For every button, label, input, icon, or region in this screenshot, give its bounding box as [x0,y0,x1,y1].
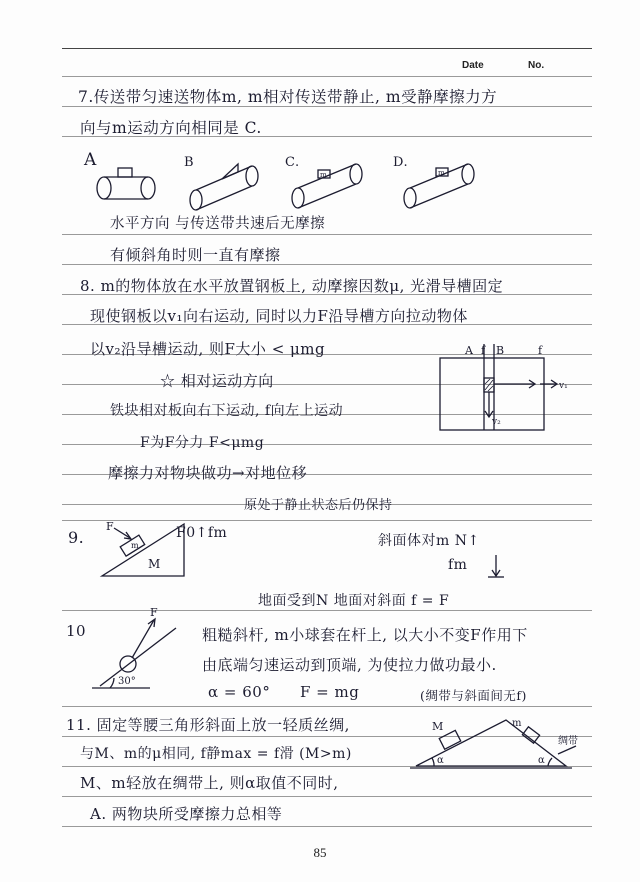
q7-line1: 7.传送带匀速送物体m, m相对传送带静止, m受静摩擦力方 [78,88,498,106]
q7-option-c-label: C. [285,155,300,170]
q8-note2: F为F分力 F<μmg [140,435,265,451]
q8-note3: 摩擦力对物块做功→对地位移 [108,464,308,482]
q8-fig-label-a: A [465,344,473,357]
q8-fig-label-f: f [481,344,486,357]
q10-number: 10 [66,622,87,640]
q11-fig-label-alpha-right: α [538,755,545,766]
q11-isosceles-figure [410,712,590,770]
q11-fig-label-silk: 绸带 [558,736,578,747]
q7-option-d-label: D. [393,155,409,170]
q7-conveyor-b-figure [184,162,264,212]
q10-answer-alpha: α = 60° [208,683,271,701]
q11-line3: M、m轻放在绸带上, 则α取值不同时, [80,774,339,792]
q11-line2: 与M、m的μ相同, f静max = f滑 (M>m) [80,746,352,762]
q10-fig-label-angle: 30° [118,676,136,687]
no-label: No. [528,60,545,71]
q8-line2: 现使钢板以v₁向右运动, 同时以力F沿导槽方向拉动物体 [90,307,468,325]
header-top-rule [62,48,592,49]
q10-note: (绸带与斜面间无f) [420,688,527,703]
q9-cond: F0↑fm [176,525,228,541]
q8-fig-label-v1: v₁ [559,381,568,391]
q8-fig-label-f2: f [538,344,543,357]
page-number: 85 [313,845,327,860]
q9-note-fm: fm [448,557,468,573]
q7-option-a-label: A [84,150,97,170]
q8-note4: 原处于静止状态后仍保持 [244,498,393,513]
q7-note1: 水平方向 与传送带共速后无摩擦 [110,216,326,232]
q7-option-b-label: B [184,155,195,170]
q9-fig-label-m: m [131,541,139,550]
q8-fig-label-b: B [496,344,505,357]
q9-down-arrow [488,553,504,579]
q7-line2: 向与m运动方向相同是 C. [80,119,262,137]
q7-conveyor-c-figure [286,160,368,210]
q11-line1: 11. 固定等腰三角形斜面上放一轻质丝绸, [66,716,350,734]
q9-fig-label-big-m: M [148,557,161,571]
svg-text:m: m [320,171,327,179]
q10-line2: 由底端匀速运动到顶端, 为使拉力做功最小. [202,656,497,674]
q10-line1: 粗糙斜杆, m小球套在杆上, 以大小不变F作用下 [202,626,528,644]
q10-answer-f: F = mg [300,683,360,701]
q11-line4: A. 两物块所受摩擦力总相等 [90,805,283,823]
q10-fig-label-f: F [150,606,158,619]
q8-star-note: ☆ 相对运动方向 [160,372,274,390]
q8-line3: 以v₂沿导槽运动, 则F大小 < μmg [90,340,326,358]
q7-note2: 有倾斜角时则一直有摩擦 [110,246,281,264]
svg-text:m: m [438,169,445,177]
q9-incline-figure [98,520,188,580]
q10-rod-figure [92,604,192,690]
q11-fig-label-alpha-left: α [437,755,444,766]
q9-number: 9. [68,528,85,547]
q11-fig-label-small-m: m [512,718,522,729]
q8-note1: 铁块相对板向右下运动, f向左上运动 [110,403,344,419]
q8-steel-plate-figure [440,340,570,430]
q9-note3: 地面受到N 地面对斜面 f = F [258,593,450,609]
q8-fig-label-v2: v₂ [492,417,501,427]
q7-conveyor-d-figure [398,160,480,210]
q9-note-n: 斜面体对m N↑ [378,533,480,549]
q7-conveyor-a-figure [90,160,160,205]
date-label: Date [462,60,484,71]
q11-fig-label-big-m: M [432,720,444,733]
q9-fig-label-f: F [106,520,114,533]
q8-line1: 8. m的物体放在水平放置钢板上, 动摩擦因数μ, 光滑导槽固定 [80,277,504,295]
